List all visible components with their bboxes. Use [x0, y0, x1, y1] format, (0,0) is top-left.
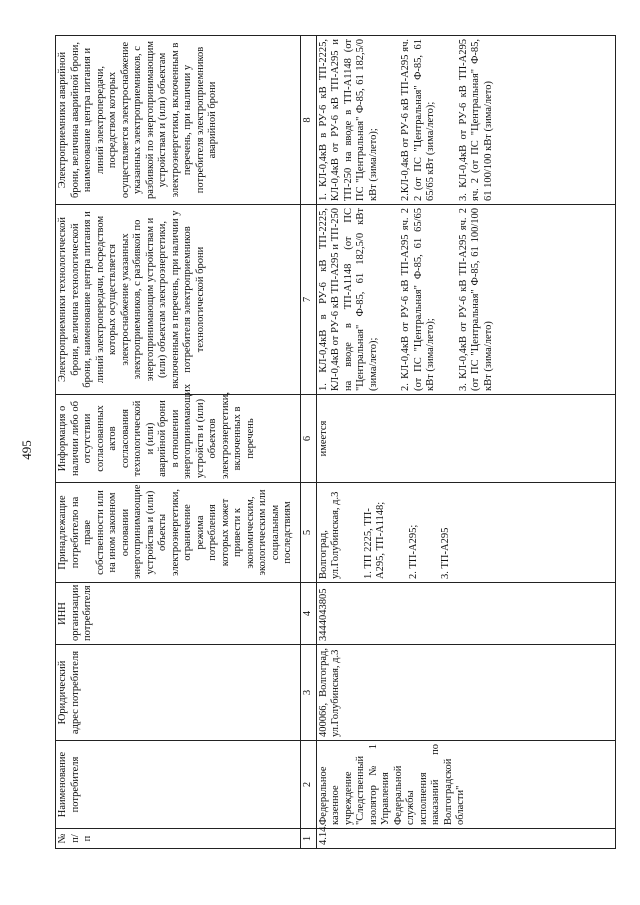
header-devices: Принадлежащие потребителю на праве собственности или на ином законном основании энергопринимающие устройства и (или) объекты электроэнергетики, ограничение режима потребления которых может привести к экономическим, экологическим или социальным последствиям: [56, 483, 301, 583]
consumer-table: [55, 35, 616, 849]
header-number: № п/п: [56, 829, 301, 849]
header-inn: ИНН организации потребителя: [56, 583, 301, 645]
header-legal-address: Юридический адрес потребителя: [56, 645, 301, 741]
devices-cell: [316, 483, 615, 583]
column-number: 6: [301, 395, 317, 483]
header-row: [56, 36, 301, 849]
inn-value: 3444043805: [316, 583, 615, 645]
column-number: 8: [301, 36, 317, 205]
device-item: 1. ТП 2225, ТП-А295, ТП-А1148;: [362, 501, 386, 579]
emergency-reserve-item: 2.КЛ-0,4кВ от РУ-6 кВ ТП-А295 яч. 2 (от ПС "Центральная" Ф-85, 61 65/65 кВт (зима/лето);: [400, 39, 436, 201]
emergency-reserve-item: 1. КЛ-0,4кВ в РУ-6 кВ ТП-2225, КЛ-0,4кВ от РУ-6 кВ ТП-А295 и ТП-250 на вводе в ТП-А1148 (от ПС "Центральная" Ф-85, 61 182,5/0 кВт (зима/лето);: [317, 39, 379, 201]
tech-reserve-item: 3. КЛ-0,4кВ от РУ-6 кВ ТП-А295 яч. 2 (от ПС "Центральная" Ф-85, 61 100/100 кВт (зима/лето): [457, 208, 494, 391]
column-number-row: [301, 36, 317, 849]
header-consumer-name: Наименование потребителя: [56, 741, 301, 829]
column-number: 3: [301, 645, 317, 741]
tech-reserve-item: 2. КЛ-0,4кВ от РУ-6 кВ ТП-А295 яч. 2 (от ПС "Центральная" Ф-85, 61 65/65 кВт (зима/лето);: [400, 208, 436, 391]
column-number: 1: [301, 829, 317, 849]
devices-head: Волгоград, ул.Голубинская, д.3: [317, 491, 341, 579]
header-acts: Информация о наличии либо об отсутствии согласованных актов согласования технологической и (или) аварийной брони в отношении энергопринимающих устройств и (или) объектов электроэнергетики, включенных в перечень: [56, 395, 301, 483]
table-row: [316, 36, 615, 849]
header-tech-reserve: Электроприемники технологической брони, величина технологической брони, наименование центра питания и линий электропередачи, посредством которых осуществляется электроснабжение указанных электроприемников, с разбивкой по энергопринимающим устройствам и (или) объектам электроэнергетики, включенным в перечень, при наличии у потребителя электроприемников технологической брони: [56, 205, 301, 395]
column-number: 5: [301, 483, 317, 583]
column-number: 4: [301, 583, 317, 645]
legal-address: 400066, Волгоград, ул.Голубинская, д.3: [316, 645, 615, 741]
row-number: 4.14.: [316, 829, 615, 849]
column-number: 2: [301, 741, 317, 829]
column-number: 7: [301, 205, 317, 395]
emergency-reserve-cell: [316, 36, 615, 205]
consumer-name: Федеральное казенное учреждение "Следственный изолятор № 1 Управления Федеральной службы исполнения наказаний по Волгоградской области": [316, 741, 615, 829]
rotated-table-page: [55, 36, 635, 849]
header-emergency-reserve: Электроприемники аварийной брони, величина аварийной брони, наименование центра питания и линий электропередачи, посредством которых осуществляется электроснабжение указанных электроприемников, с разбивкой по энергопринимающим устройствам и (или) объектам электроэнергетики, включенным в перечень, при наличии у потребителя электроприемников аварийной брони: [56, 36, 301, 205]
acts-status: имеется: [316, 395, 615, 483]
emergency-reserve-item: 3. КЛ-0,4кВ от РУ-6 кВ ТП-А295 яч. 2 (от ПС "Центральная" Ф-85, 61 100/100 кВт (зима/лето): [457, 39, 494, 201]
tech-reserve-cell: [316, 205, 615, 395]
tech-reserve-item: 1. КЛ-0,4кВ в РУ-6 кВ ТП-2225, КЛ-0,4кВ от РУ-6 кВ ТП-А295 и ТП-250 на вводе в ТП-А1148 (от ПС "Центральная" Ф-85, 61 182,5/0 кВт (зима/лето);: [317, 208, 379, 391]
device-item: 2. ТП-А295;: [407, 524, 419, 579]
page-number: 495: [19, 440, 34, 460]
device-item: 3. ТП-А295: [440, 527, 451, 579]
